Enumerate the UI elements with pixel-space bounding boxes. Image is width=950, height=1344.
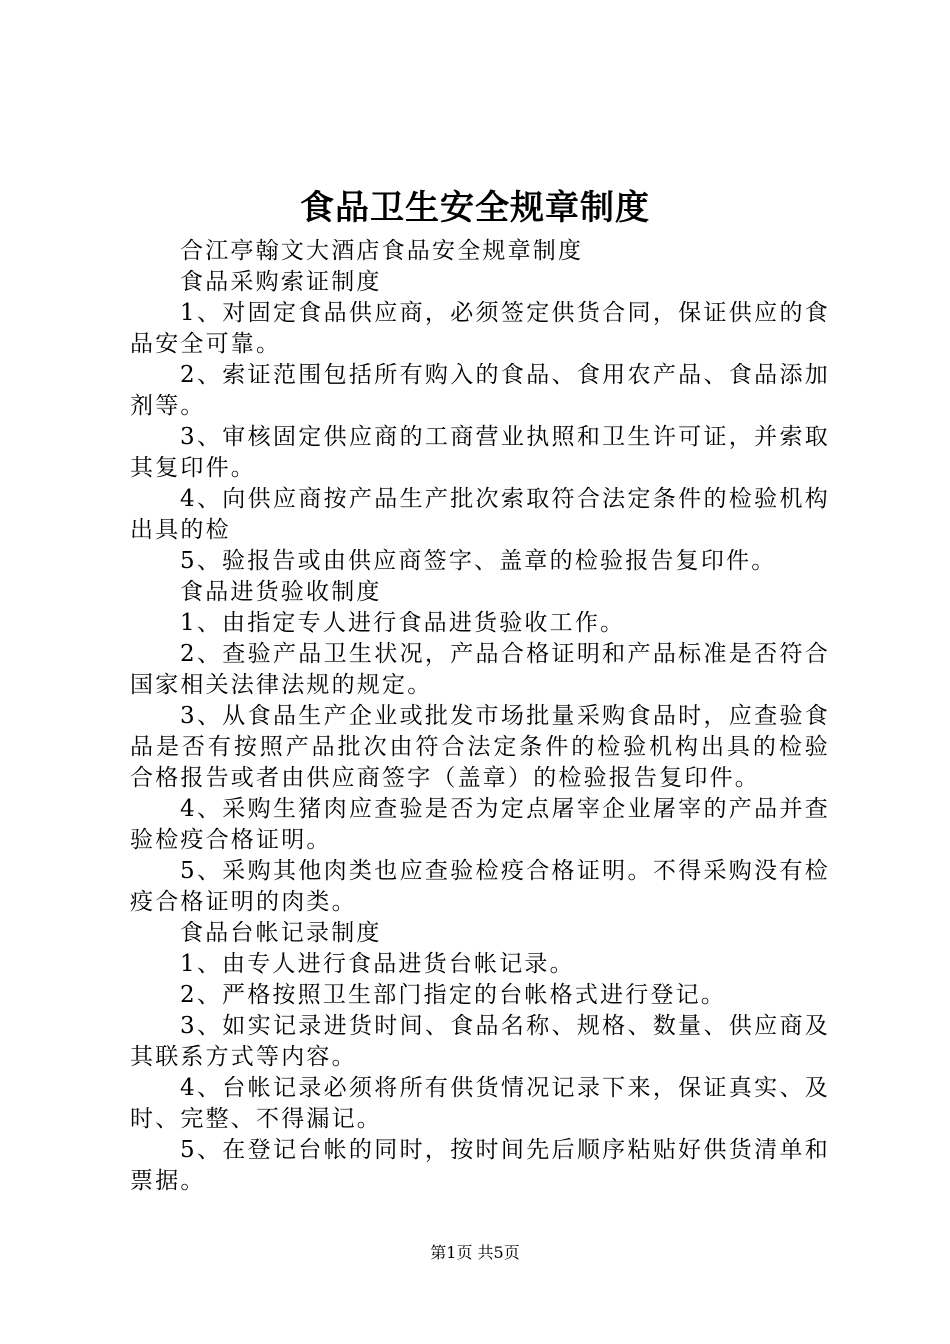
page-number: 第1页	[430, 1243, 473, 1262]
paragraph: 1、由指定专人进行食品进货验收工作。	[180, 610, 626, 636]
paragraph: 1、对固定食品供应商，必须签定供货合同，保证供应的食品安全可靠。	[130, 300, 830, 357]
document-title: 食品卫生安全规章制度	[300, 188, 650, 228]
paragraph: 3、如实记录进货时间、食品名称、规格、数量、供应商及其联系方式等内容。	[130, 1013, 830, 1070]
paragraph: 5、采购其他肉类也应查验检疫合格证明。不得采购没有检疫合格证明的肉类。	[130, 858, 830, 915]
paragraph: 3、审核固定供应商的工商营业执照和卫生许可证，并索取其复印件。	[130, 424, 830, 481]
page-total: 共5页	[477, 1243, 520, 1262]
paragraph: 4、台帐记录必须将所有供货情况记录下来，保证真实、及时、完整、不得漏记。	[130, 1075, 830, 1132]
section-heading: 食品进货验收制度	[180, 579, 382, 605]
paragraph: 2、索证范围包括所有购入的食品、食用农产品、食品添加剂等。	[130, 362, 830, 419]
paragraph: 1、由专人进行食品进货台帐记录。	[180, 951, 575, 977]
paragraph: 4、向供应商按产品生产批次索取符合法定条件的检验机构出具的检	[130, 486, 830, 543]
section-heading: 食品采购索证制度	[180, 269, 382, 295]
paragraph: 2、严格按照卫生部门指定的台帐格式进行登记。	[180, 982, 727, 1008]
paragraph: 合江亭翰文大酒店食品安全规章制度	[180, 238, 584, 264]
paragraph: 4、采购生猪肉应查验是否为定点屠宰企业屠宰的产品并查验检疫合格证明。	[130, 796, 830, 853]
paragraph: 2、查验产品卫生状况，产品合格证明和产品标准是否符合国家相关法律法规的规定。	[130, 641, 830, 698]
document-body	[130, 236, 830, 1197]
page-footer	[0, 1241, 950, 1265]
paragraph: 5、在登记台帐的同时，按时间先后顺序粘贴好供货清单和票据。	[130, 1137, 830, 1194]
section-heading: 食品台帐记录制度	[180, 920, 382, 946]
paragraph: 3、从食品生产企业或批发市场批量采购食品时，应查验食品是否有按照产品批次由符合法定条件的检验机构出具的检验合格报告或者由供应商签字（盖章）的检验报告复印件。	[130, 703, 830, 791]
paragraph: 5、验报告或由供应商签字、盖章的检验报告复印件。	[180, 548, 777, 574]
